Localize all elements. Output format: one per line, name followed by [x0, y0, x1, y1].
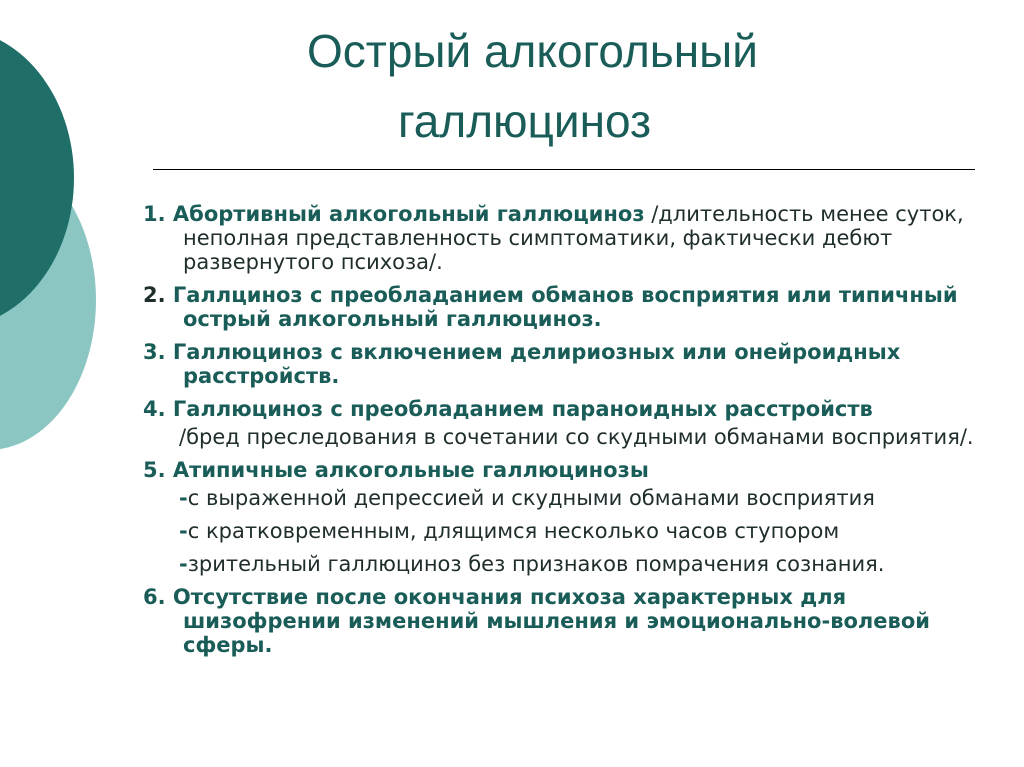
list-item-2 [143, 283, 1003, 331]
slide-content [143, 202, 1003, 666]
title-divider [153, 169, 975, 170]
list-item-5-sub-2 [143, 519, 1003, 543]
list-item-5: 5. Атипичные алкогольные галлюцинозы [143, 458, 649, 482]
list-item-3: 3. Галлюциноз с включением делириозных или онейроидных расстройств. [143, 340, 901, 388]
sub-3-text: зрительный галлюциноз без признаков помрачения сознания. [187, 552, 885, 576]
list-item-5-sub-1 [143, 486, 1003, 510]
sub-2-text: с кратковременным, длящимся несколько часов ступором [187, 519, 840, 543]
sub-1-text: с выраженной депрессией и скудными обманами восприятия [187, 486, 875, 510]
item-2-number: 2. [143, 283, 166, 307]
slide-title [0, 22, 1024, 150]
list-item-5-sub-3 [143, 552, 1003, 576]
sub-3-dash: - [179, 552, 188, 576]
list-item-4: 4. Галлюциноз с преобладанием параноидных расстройств [143, 397, 873, 421]
item-2-text: Галлциноз с преобладанием обманов восприятия или типичный острый алкогольный галлюциноз. [165, 283, 958, 331]
title-line-2: галлюциноз [398, 95, 652, 147]
sub-2-dash: - [179, 519, 188, 543]
sub-1-dash: - [179, 486, 188, 510]
list-item-1 [143, 202, 1003, 274]
title-line-1: Острый алкогольный [307, 25, 758, 77]
list-item-4-detail: /бред преследования в сочетании со скудными обманами восприятия/. [179, 425, 974, 449]
item-1-heading: 1. Абортивный алкогольный галлюциноз [143, 202, 645, 226]
list-item-6: 6. Отсутствие после окончания психоза характерных для шизофрении изменений мышления и эмоционально-волевой сферы. [143, 585, 930, 657]
item-1-text: /длительность менее суток, неполная представленность симптоматики, фактически дебют развернутого психоза/. [183, 202, 964, 274]
